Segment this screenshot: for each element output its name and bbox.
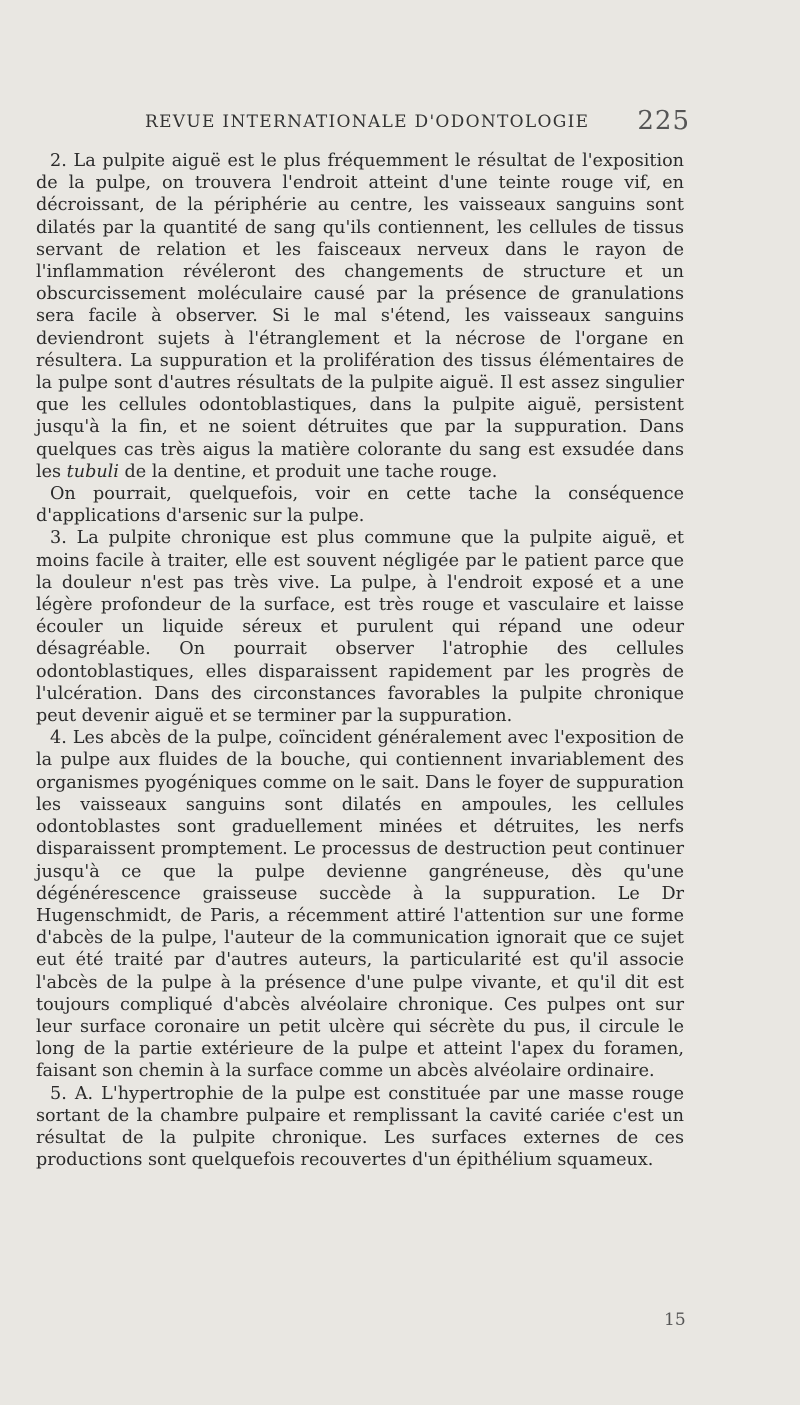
- paragraph-text: 4. Les abcès de la pulpe, coïncident généralement avec l'exposition de la pulpe aux fluides de la bouche, qui contiennent invariablement des organismes pyogéniques comme on le sait. Dans le foyer de suppuration les vaisseaux sanguins sont dilatés en ampoules, les cellules odontoblastes sont graduellement minées et détruites, les nerfs disparaissent promptement. Le processus de destruction peut continuer jusqu'à ce que la pulpe devienne gangréneuse, dès qu'une dégénérescence graisseuse succède à la suppuration. Le Dr Hugenschmidt, de Paris, a récemment attiré l'attention sur une forme d'abcès de la pulpe, l'auteur de la communication ignorait que ce sujet eut été traité par d'autres auteurs, la particularité est qu'il associe l'abcès de la pulpe à la présence d'une pulpe vivante, et qu'il dit est toujours compliqué d'abcès alvéolaire chronique. Ces pulpes ont sur leur surface coronaire un petit ulcère qui sécrète du pus, il circule le long de la partie extérieure de la pulpe et atteint l'apex du foramen, faisant son chemin à la surface comme un abcès alvéolaire ordinaire.: [36, 728, 684, 1082]
- paragraph-text: 3. La pulpite chronique est plus commune que la pulpite aiguë, et moins facile à traiter, elle est souvent négligée par le patient parce que la douleur n'est pas très vive. La pulpe, à l'endroit exposé et a une légère profondeur de la surface, est très rouge et vasculaire et laisse écouler un liquide séreux et purulent qui répand une odeur désagréable. On pourrait observer l'atrophie des cellules odontoblastiques, elles disparaissent rapidement par les progrès de l'ulcération. Dans des circonstances favorables la pulpite chronique peut devenir aiguë et se terminer par la suppuration.: [36, 528, 684, 727]
- signature-mark: 15: [664, 1310, 686, 1330]
- paragraph-4-pulp-abscess: [36, 727, 684, 1082]
- page-header: [145, 106, 690, 140]
- running-title: REVUE INTERNATIONALE D'ODONTOLOGIE: [145, 112, 590, 132]
- body-text: [36, 150, 684, 1171]
- paragraph-arsenic-note: [36, 483, 684, 527]
- paragraph-5-pulp-hypertrophy: [36, 1083, 684, 1172]
- italic-term: tubuli: [66, 461, 119, 482]
- paragraph-text: On pourrait, quelquefois, voir en cette tache la conséquence d'applications d'arsenic sur la pulpe.: [36, 484, 684, 527]
- paragraph-text: 2. La pulpite aiguë est le plus fréquemment le résultat de l'exposition de la pulpe, on trouvera l'endroit atteint d'une teinte rouge vif, en décroissant, de la périphérie au centre, les vaisseaux sanguins sont dilatés par la quantité de sang qu'ils contiennent, les cellules de tissus servant de relation et les faisceaux nerveux dans le rayon de l'inflammation révéleront des changements de structure et un obscurcissement moléculaire causé par la présence de granulations sera facile à observer. Si le mal s'étend, les vaisseaux sanguins deviendront sujets à l'étranglement et la nécrose de l'organe en résultera. La suppuration et la prolifération des tissus élémentaires de la pulpe sont d'autres résultats de la pulpite aiguë. Il est assez singulier que les cellules odontoblastiques, dans la pulpite aiguë, persistent jusqu'à la fin, et ne soient détruites que par la suppuration. Dans quelques cas très aigus la matière colorante du sang est exsudée dans les: [36, 151, 684, 482]
- paragraph-2-acute-pulpitis: [36, 150, 684, 483]
- paragraph-text: 5. A. L'hypertrophie de la pulpe est constituée par une masse rouge sortant de la chambre pulpaire et remplissant la cavité cariée c'est un résultat de la pulpite chronique. Les surfaces externes de ces productions sont quelquefois recouvertes d'un épithélium squameux.: [36, 1083, 684, 1171]
- page-number: 225: [637, 106, 690, 136]
- paragraph-text: de la dentine, et produit une tache rouge.: [118, 461, 498, 482]
- paragraph-3-chronic-pulpitis: [36, 527, 684, 727]
